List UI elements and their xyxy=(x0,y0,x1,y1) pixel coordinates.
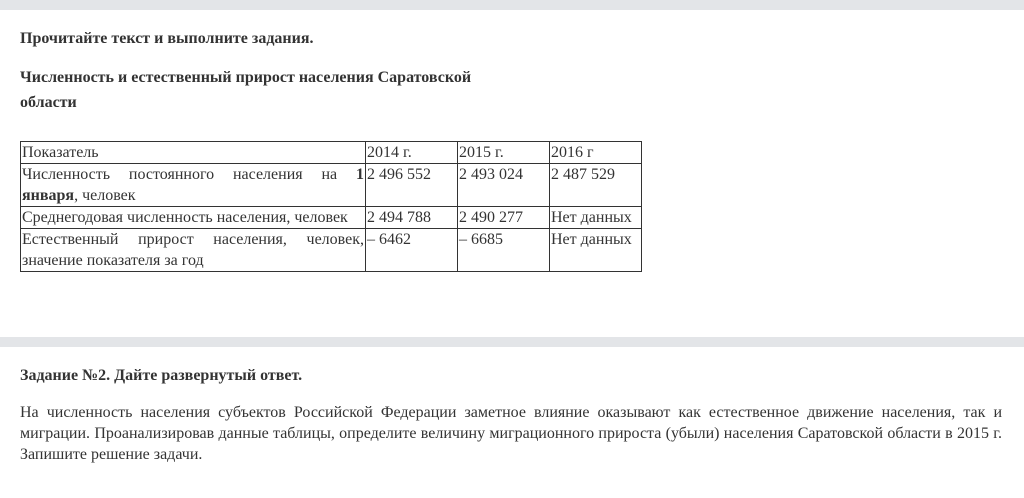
header-cell-2015: 2015 г. xyxy=(458,142,550,164)
row-label-bold: 1 января xyxy=(22,166,364,204)
row-label-cell xyxy=(21,164,366,207)
value-cell-2014: 2 494 788 xyxy=(366,207,458,229)
row-label-suffix: , человек xyxy=(74,187,136,204)
header-cell-2016: 2016 г xyxy=(550,142,642,164)
value-cell-2015: – 6685 xyxy=(458,229,550,272)
header-cell-indicator: Показатель xyxy=(21,142,366,164)
value-cell-2016: Нет данных xyxy=(550,229,642,272)
table-row xyxy=(21,164,642,207)
table-row xyxy=(21,207,642,229)
value-cell-2014: 2 496 552 xyxy=(366,164,458,207)
section-divider xyxy=(0,337,1024,347)
population-table xyxy=(20,141,642,272)
value-cell-2015: 2 493 024 xyxy=(458,164,550,207)
intro-instruction: Прочитайте текст и выполните задания. xyxy=(20,30,314,47)
table-header-row xyxy=(21,142,642,164)
task-text: На численность населения субъектов Российской Федерации заметное влияние оказывают как естественное движение населения, так и миграции. Проанализировав данные таблицы, определите величину миграционного прироста (убыли) населения Саратовской области в 2015 г. Запишите решение задачи. xyxy=(20,404,1002,463)
value-cell-2014: – 6462 xyxy=(366,229,458,272)
value-cell-2016: Нет данных xyxy=(550,207,642,229)
value-cell-2015: 2 490 277 xyxy=(458,207,550,229)
task-heading: Задание №2. Дайте развернутый ответ. xyxy=(20,367,303,384)
top-divider xyxy=(0,0,1024,10)
row-label-cell: Среднегодовая численность населения, человек xyxy=(21,207,366,229)
header-cell-2014: 2014 г. xyxy=(366,142,458,164)
row-label-cell: Естественный прирост населения, человек, значение показателя за год xyxy=(21,229,366,272)
value-cell-2016: 2 487 529 xyxy=(550,164,642,207)
row-label-prefix: Численность постоянного населения на xyxy=(22,166,356,183)
table-row xyxy=(21,229,642,272)
table-title: Численность и естественный прирост населения Саратовской области xyxy=(20,69,472,111)
